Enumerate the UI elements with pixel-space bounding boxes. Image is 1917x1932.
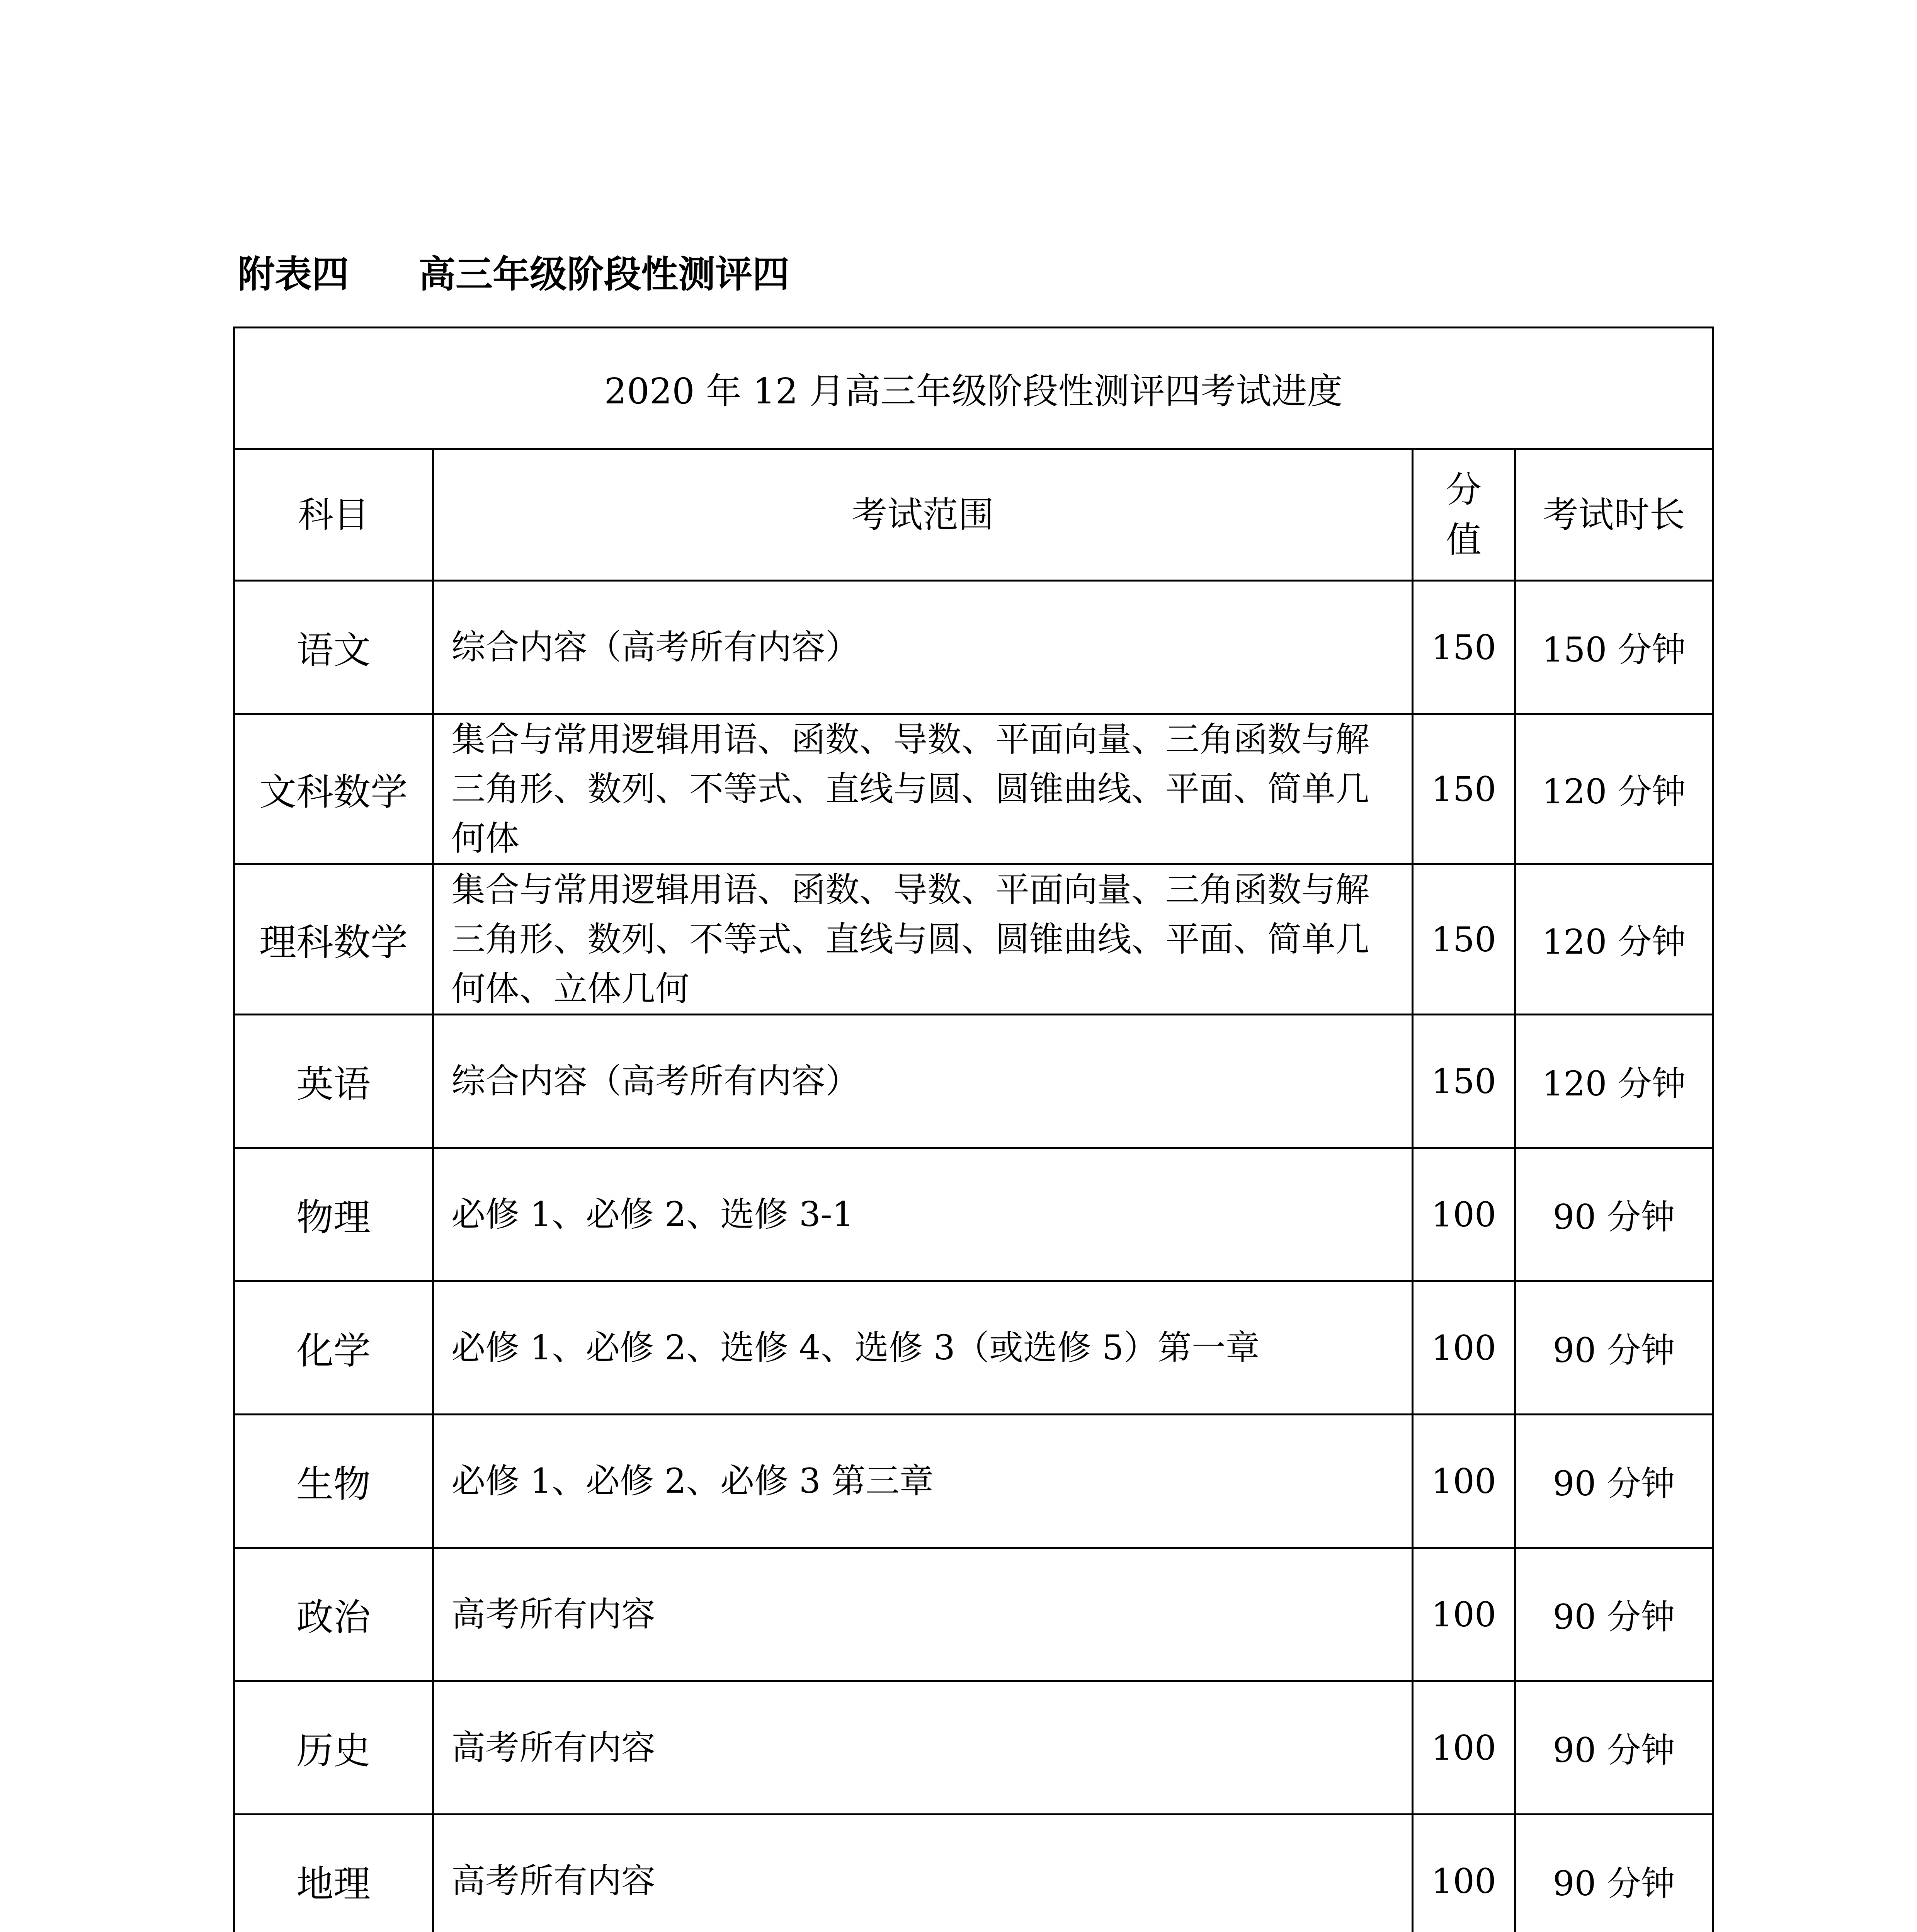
table-row [234,1415,1713,1548]
range-cell: 高考所有内容 [433,1815,1413,1932]
duration-cell: 90 分钟 [1515,1548,1713,1681]
subject-cell: 地理 [234,1815,433,1932]
score-cell: 150 [1413,581,1515,714]
header-score-line2: 值 [1446,519,1482,561]
duration-cell: 90 分钟 [1515,1415,1713,1548]
score-cell: 150 [1413,1015,1515,1148]
table-row [234,1815,1713,1932]
subject-cell: 历史 [234,1681,433,1815]
subject-cell: 政治 [234,1548,433,1681]
duration-cell: 150 分钟 [1515,581,1713,714]
appendix-label: 附表四 [238,253,349,296]
page-title: 高三年级阶段性测评四 [418,253,789,296]
range-cell: 综合内容（高考所有内容） [433,581,1413,714]
header-duration: 考试时长 [1515,449,1713,581]
score-cell: 100 [1413,1281,1515,1415]
score-cell: 100 [1413,1681,1515,1815]
range-cell: 必修 1、必修 2、必修 3 第三章 [433,1415,1413,1548]
subject-cell: 英语 [234,1015,433,1148]
duration-cell: 90 分钟 [1515,1148,1713,1281]
page-heading [238,247,789,301]
range-cell: 集合与常用逻辑用语、函数、导数、平面向量、三角函数与解三角形、数列、不等式、直线与圆、圆锥曲线、平面、简单几何体、立体几何 [433,864,1413,1015]
table-row [234,1015,1713,1148]
subject-cell: 理科数学 [234,864,433,1015]
table-row [234,714,1713,864]
table-row [234,1148,1713,1281]
header-score-line1: 分 [1446,469,1482,510]
score-cell: 100 [1413,1815,1515,1932]
score-cell: 150 [1413,864,1515,1015]
header-subject: 科目 [234,449,433,581]
duration-cell: 90 分钟 [1515,1281,1713,1415]
table-row [234,864,1713,1015]
range-cell: 集合与常用逻辑用语、函数、导数、平面向量、三角函数与解三角形、数列、不等式、直线与圆、圆锥曲线、平面、简单几何体 [433,714,1413,864]
score-cell: 100 [1413,1415,1515,1548]
duration-cell: 120 分钟 [1515,864,1713,1015]
duration-cell: 90 分钟 [1515,1815,1713,1932]
duration-cell: 120 分钟 [1515,714,1713,864]
range-cell: 综合内容（高考所有内容） [433,1015,1413,1148]
range-cell: 高考所有内容 [433,1681,1413,1815]
exam-schedule-table [233,327,1714,1932]
subject-cell: 化学 [234,1281,433,1415]
score-cell: 100 [1413,1548,1515,1681]
table-caption: 2020 年 12 月高三年级阶段性测评四考试进度 [234,328,1713,449]
table-header-row [234,449,1713,581]
table-row [234,581,1713,714]
subject-cell: 文科数学 [234,714,433,864]
subject-cell: 生物 [234,1415,433,1548]
range-cell: 高考所有内容 [433,1548,1413,1681]
range-cell: 必修 1、必修 2、选修 4、选修 3（或选修 5）第一章 [433,1281,1413,1415]
table-row [234,1681,1713,1815]
range-cell: 必修 1、必修 2、选修 3-1 [433,1148,1413,1281]
duration-cell: 90 分钟 [1515,1681,1713,1815]
duration-cell: 120 分钟 [1515,1015,1713,1148]
table-row [234,1281,1713,1415]
header-score [1413,449,1515,581]
table-row [234,1548,1713,1681]
header-range: 考试范围 [433,449,1413,581]
score-cell: 150 [1413,714,1515,864]
table-caption-row [234,328,1713,449]
score-cell: 100 [1413,1148,1515,1281]
subject-cell: 语文 [234,581,433,714]
subject-cell: 物理 [234,1148,433,1281]
